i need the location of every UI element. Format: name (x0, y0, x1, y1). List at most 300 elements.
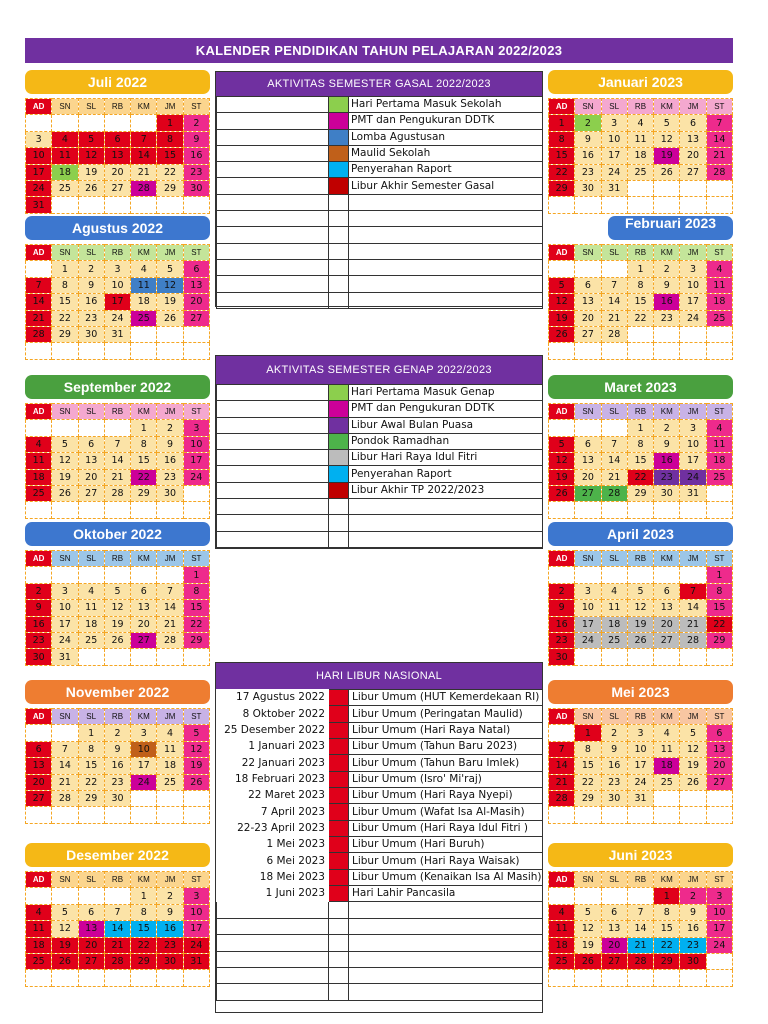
day-cell[interactable]: 28 (131, 180, 157, 196)
day-cell[interactable]: 15 (131, 921, 157, 937)
day-cell[interactable]: 2 (549, 583, 575, 599)
day-cell[interactable]: 7 (706, 115, 732, 131)
day-cell[interactable]: 10 (183, 904, 209, 920)
day-cell[interactable]: 1 (131, 420, 157, 436)
day-cell[interactable]: 18 (78, 616, 104, 632)
day-cell[interactable]: 10 (52, 600, 78, 616)
day-cell[interactable]: 2 (26, 583, 52, 599)
day-cell[interactable]: 11 (627, 131, 653, 147)
day-cell[interactable]: 7 (52, 741, 78, 757)
day-cell[interactable]: 25 (654, 774, 680, 790)
day-cell[interactable]: 3 (601, 115, 627, 131)
day-cell[interactable]: 13 (26, 758, 52, 774)
day-cell[interactable]: 10 (601, 131, 627, 147)
day-cell[interactable]: 23 (575, 164, 601, 180)
day-cell[interactable]: 23 (183, 164, 209, 180)
day-cell[interactable]: 22 (706, 616, 732, 632)
day-cell[interactable]: 16 (601, 758, 627, 774)
day-cell[interactable]: 6 (104, 131, 130, 147)
day-cell[interactable]: 13 (680, 131, 706, 147)
day-cell[interactable]: 16 (654, 453, 680, 469)
day-cell[interactable]: 17 (131, 758, 157, 774)
day-cell[interactable]: 11 (706, 277, 732, 293)
day-cell[interactable]: 26 (549, 485, 575, 501)
day-cell[interactable]: 6 (575, 436, 601, 452)
day-cell[interactable]: 9 (183, 131, 209, 147)
day-cell[interactable]: 16 (680, 921, 706, 937)
day-cell[interactable]: 14 (131, 148, 157, 164)
day-cell[interactable]: 5 (549, 436, 575, 452)
day-cell[interactable]: 19 (549, 310, 575, 326)
day-cell[interactable]: 10 (706, 904, 732, 920)
day-cell[interactable]: 14 (157, 600, 183, 616)
day-cell[interactable]: 28 (601, 326, 627, 342)
day-cell[interactable]: 28 (26, 326, 52, 342)
day-cell[interactable]: 12 (654, 131, 680, 147)
day-cell[interactable]: 20 (680, 148, 706, 164)
day-cell[interactable]: 21 (26, 310, 52, 326)
day-cell[interactable]: 15 (131, 453, 157, 469)
day-cell[interactable]: 4 (78, 583, 104, 599)
day-cell[interactable]: 19 (575, 937, 601, 953)
day-cell[interactable]: 23 (549, 632, 575, 648)
day-cell[interactable]: 11 (157, 741, 183, 757)
day-cell[interactable]: 21 (104, 937, 130, 953)
day-cell[interactable]: 12 (52, 453, 78, 469)
day-cell[interactable]: 2 (157, 420, 183, 436)
day-cell[interactable]: 8 (157, 131, 183, 147)
day-cell[interactable]: 25 (549, 953, 575, 969)
day-cell[interactable]: 4 (654, 725, 680, 741)
day-cell[interactable]: 4 (706, 420, 732, 436)
day-cell[interactable]: 30 (104, 790, 130, 806)
day-cell[interactable]: 30 (157, 953, 183, 969)
day-cell[interactable]: 20 (78, 469, 104, 485)
day-cell[interactable]: 15 (627, 294, 653, 310)
day-cell[interactable]: 27 (654, 632, 680, 648)
day-cell[interactable]: 25 (706, 469, 732, 485)
day-cell[interactable]: 25 (131, 310, 157, 326)
day-cell[interactable]: 27 (78, 485, 104, 501)
day-cell[interactable]: 9 (680, 904, 706, 920)
day-cell[interactable]: 26 (78, 180, 104, 196)
day-cell[interactable]: 20 (654, 616, 680, 632)
day-cell[interactable]: 24 (706, 937, 732, 953)
day-cell[interactable]: 2 (183, 115, 209, 131)
day-cell[interactable]: 10 (183, 436, 209, 452)
day-cell[interactable]: 4 (706, 261, 732, 277)
day-cell[interactable]: 25 (26, 485, 52, 501)
day-cell[interactable]: 9 (78, 277, 104, 293)
day-cell[interactable]: 18 (601, 616, 627, 632)
day-cell[interactable]: 21 (549, 774, 575, 790)
day-cell[interactable]: 28 (601, 485, 627, 501)
day-cell[interactable]: 28 (549, 790, 575, 806)
day-cell[interactable]: 5 (183, 725, 209, 741)
day-cell[interactable]: 4 (549, 904, 575, 920)
day-cell[interactable]: 12 (549, 453, 575, 469)
day-cell[interactable]: 8 (627, 436, 653, 452)
day-cell[interactable]: 31 (627, 790, 653, 806)
day-cell[interactable]: 18 (26, 937, 52, 953)
day-cell[interactable]: 17 (26, 164, 52, 180)
day-cell[interactable]: 22 (78, 774, 104, 790)
day-cell[interactable]: 12 (78, 148, 104, 164)
day-cell[interactable]: 26 (627, 632, 653, 648)
day-cell[interactable]: 20 (601, 937, 627, 953)
day-cell[interactable]: 8 (549, 131, 575, 147)
day-cell[interactable]: 8 (627, 277, 653, 293)
day-cell[interactable]: 21 (601, 469, 627, 485)
day-cell[interactable]: 18 (157, 758, 183, 774)
day-cell[interactable]: 22 (52, 310, 78, 326)
day-cell[interactable]: 5 (52, 436, 78, 452)
day-cell[interactable]: 4 (52, 131, 78, 147)
day-cell[interactable]: 1 (131, 888, 157, 904)
day-cell[interactable]: 7 (601, 436, 627, 452)
day-cell[interactable]: 17 (104, 294, 130, 310)
day-cell[interactable]: 3 (26, 131, 52, 147)
day-cell[interactable]: 11 (52, 148, 78, 164)
day-cell[interactable]: 26 (52, 953, 78, 969)
day-cell[interactable]: 14 (26, 294, 52, 310)
day-cell[interactable]: 20 (78, 937, 104, 953)
day-cell[interactable]: 29 (575, 790, 601, 806)
day-cell[interactable]: 9 (157, 904, 183, 920)
day-cell[interactable]: 8 (78, 741, 104, 757)
day-cell[interactable]: 13 (575, 294, 601, 310)
day-cell[interactable]: 30 (26, 649, 52, 665)
day-cell[interactable]: 3 (52, 583, 78, 599)
day-cell[interactable]: 27 (575, 326, 601, 342)
day-cell[interactable]: 31 (26, 197, 52, 213)
day-cell[interactable]: 1 (627, 420, 653, 436)
day-cell[interactable]: 15 (183, 600, 209, 616)
day-cell[interactable]: 9 (26, 600, 52, 616)
day-cell[interactable]: 9 (157, 436, 183, 452)
day-cell[interactable]: 27 (601, 953, 627, 969)
day-cell[interactable]: 2 (654, 261, 680, 277)
day-cell[interactable]: 23 (26, 632, 52, 648)
day-cell[interactable]: 9 (654, 277, 680, 293)
day-cell[interactable]: 28 (680, 632, 706, 648)
day-cell[interactable]: 26 (52, 485, 78, 501)
day-cell[interactable]: 29 (52, 326, 78, 342)
day-cell[interactable]: 6 (183, 261, 209, 277)
day-cell[interactable]: 11 (654, 741, 680, 757)
day-cell[interactable]: 2 (654, 420, 680, 436)
day-cell[interactable]: 28 (627, 953, 653, 969)
day-cell[interactable]: 3 (680, 261, 706, 277)
day-cell[interactable]: 25 (157, 774, 183, 790)
day-cell[interactable]: 3 (131, 725, 157, 741)
day-cell[interactable]: 21 (52, 774, 78, 790)
day-cell[interactable]: 5 (680, 725, 706, 741)
day-cell[interactable]: 19 (104, 616, 130, 632)
day-cell[interactable]: 23 (654, 310, 680, 326)
day-cell[interactable]: 21 (601, 310, 627, 326)
day-cell[interactable]: 10 (680, 277, 706, 293)
day-cell[interactable]: 5 (52, 904, 78, 920)
day-cell[interactable]: 23 (78, 310, 104, 326)
day-cell[interactable]: 28 (104, 485, 130, 501)
day-cell[interactable]: 24 (601, 164, 627, 180)
day-cell[interactable]: 3 (575, 583, 601, 599)
day-cell[interactable]: 21 (706, 148, 732, 164)
day-cell[interactable]: 5 (104, 583, 130, 599)
day-cell[interactable]: 13 (706, 741, 732, 757)
day-cell[interactable]: 9 (654, 436, 680, 452)
day-cell[interactable]: 12 (183, 741, 209, 757)
day-cell[interactable]: 16 (183, 148, 209, 164)
day-cell[interactable]: 10 (680, 436, 706, 452)
day-cell[interactable]: 22 (575, 774, 601, 790)
day-cell[interactable]: 29 (131, 953, 157, 969)
day-cell[interactable]: 13 (575, 453, 601, 469)
day-cell[interactable]: 11 (549, 921, 575, 937)
day-cell[interactable]: 27 (26, 790, 52, 806)
day-cell[interactable]: 9 (104, 741, 130, 757)
day-cell[interactable]: 13 (78, 921, 104, 937)
day-cell[interactable]: 16 (157, 921, 183, 937)
day-cell[interactable]: 8 (131, 904, 157, 920)
day-cell[interactable]: 1 (157, 115, 183, 131)
day-cell[interactable]: 22 (157, 164, 183, 180)
day-cell[interactable]: 4 (627, 115, 653, 131)
day-cell[interactable]: 1 (549, 115, 575, 131)
day-cell[interactable]: 16 (654, 294, 680, 310)
day-cell[interactable]: 31 (183, 953, 209, 969)
day-cell[interactable]: 19 (78, 164, 104, 180)
day-cell[interactable]: 23 (104, 774, 130, 790)
day-cell[interactable]: 5 (654, 115, 680, 131)
day-cell[interactable]: 22 (627, 310, 653, 326)
day-cell[interactable]: 22 (654, 937, 680, 953)
day-cell[interactable]: 21 (627, 937, 653, 953)
day-cell[interactable]: 3 (680, 420, 706, 436)
day-cell[interactable]: 31 (680, 485, 706, 501)
day-cell[interactable]: 7 (680, 583, 706, 599)
day-cell[interactable]: 6 (78, 436, 104, 452)
day-cell[interactable]: 5 (78, 131, 104, 147)
day-cell[interactable]: 8 (706, 583, 732, 599)
day-cell[interactable]: 31 (104, 326, 130, 342)
day-cell[interactable]: 23 (654, 469, 680, 485)
day-cell[interactable]: 16 (104, 758, 130, 774)
day-cell[interactable]: 17 (706, 921, 732, 937)
day-cell[interactable]: 2 (575, 115, 601, 131)
day-cell[interactable]: 28 (52, 790, 78, 806)
day-cell[interactable]: 19 (52, 937, 78, 953)
day-cell[interactable]: 29 (78, 790, 104, 806)
day-cell[interactable]: 15 (549, 148, 575, 164)
day-cell[interactable]: 29 (183, 632, 209, 648)
day-cell[interactable]: 5 (549, 277, 575, 293)
day-cell[interactable]: 6 (706, 725, 732, 741)
day-cell[interactable]: 22 (549, 164, 575, 180)
day-cell[interactable]: 30 (78, 326, 104, 342)
day-cell[interactable]: 23 (157, 469, 183, 485)
day-cell[interactable]: 29 (131, 485, 157, 501)
day-cell[interactable]: 27 (706, 774, 732, 790)
day-cell[interactable]: 10 (26, 148, 52, 164)
day-cell[interactable]: 12 (627, 600, 653, 616)
day-cell[interactable]: 24 (104, 310, 130, 326)
day-cell[interactable]: 13 (654, 600, 680, 616)
day-cell[interactable]: 7 (104, 436, 130, 452)
day-cell[interactable]: 17 (680, 294, 706, 310)
day-cell[interactable]: 14 (52, 758, 78, 774)
day-cell[interactable]: 20 (104, 164, 130, 180)
day-cell[interactable]: 25 (52, 180, 78, 196)
day-cell[interactable]: 6 (680, 115, 706, 131)
day-cell[interactable]: 16 (157, 453, 183, 469)
day-cell[interactable]: 4 (131, 261, 157, 277)
day-cell[interactable]: 26 (654, 164, 680, 180)
day-cell[interactable]: 15 (157, 148, 183, 164)
day-cell[interactable]: 8 (654, 904, 680, 920)
day-cell[interactable]: 14 (601, 294, 627, 310)
day-cell[interactable]: 2 (78, 261, 104, 277)
day-cell[interactable]: 22 (183, 616, 209, 632)
day-cell[interactable]: 15 (706, 600, 732, 616)
day-cell[interactable]: 30 (680, 953, 706, 969)
day-cell[interactable]: 25 (601, 632, 627, 648)
day-cell[interactable]: 29 (549, 180, 575, 196)
day-cell[interactable]: 17 (183, 921, 209, 937)
day-cell[interactable]: 3 (183, 888, 209, 904)
day-cell[interactable]: 13 (78, 453, 104, 469)
day-cell[interactable]: 15 (575, 758, 601, 774)
day-cell[interactable]: 7 (26, 277, 52, 293)
day-cell[interactable]: 6 (654, 583, 680, 599)
day-cell[interactable]: 10 (575, 600, 601, 616)
day-cell[interactable]: 30 (654, 485, 680, 501)
day-cell[interactable]: 24 (627, 774, 653, 790)
day-cell[interactable]: 11 (601, 600, 627, 616)
day-cell[interactable]: 21 (104, 469, 130, 485)
day-cell[interactable]: 18 (654, 758, 680, 774)
day-cell[interactable]: 11 (131, 277, 157, 293)
day-cell[interactable]: 30 (549, 649, 575, 665)
day-cell[interactable]: 30 (601, 790, 627, 806)
day-cell[interactable]: 7 (627, 904, 653, 920)
day-cell[interactable]: 9 (549, 600, 575, 616)
day-cell[interactable]: 30 (157, 485, 183, 501)
day-cell[interactable]: 6 (26, 741, 52, 757)
day-cell[interactable]: 10 (627, 741, 653, 757)
day-cell[interactable]: 17 (575, 616, 601, 632)
day-cell[interactable]: 6 (601, 904, 627, 920)
day-cell[interactable]: 28 (157, 632, 183, 648)
day-cell[interactable]: 17 (627, 758, 653, 774)
day-cell[interactable]: 14 (104, 453, 130, 469)
day-cell[interactable]: 12 (52, 921, 78, 937)
day-cell[interactable]: 22 (131, 469, 157, 485)
day-cell[interactable]: 8 (575, 741, 601, 757)
day-cell[interactable]: 2 (601, 725, 627, 741)
day-cell[interactable]: 27 (131, 632, 157, 648)
day-cell[interactable]: 25 (78, 632, 104, 648)
day-cell[interactable]: 14 (549, 758, 575, 774)
day-cell[interactable]: 12 (157, 277, 183, 293)
day-cell[interactable]: 26 (104, 632, 130, 648)
day-cell[interactable]: 27 (183, 310, 209, 326)
day-cell[interactable]: 19 (680, 758, 706, 774)
day-cell[interactable]: 10 (131, 741, 157, 757)
day-cell[interactable]: 27 (680, 164, 706, 180)
day-cell[interactable]: 2 (157, 888, 183, 904)
day-cell[interactable]: 29 (627, 485, 653, 501)
day-cell[interactable]: 20 (183, 294, 209, 310)
day-cell[interactable]: 2 (104, 725, 130, 741)
day-cell[interactable]: 2 (680, 888, 706, 904)
day-cell[interactable]: 12 (680, 741, 706, 757)
day-cell[interactable]: 13 (131, 600, 157, 616)
day-cell[interactable]: 11 (706, 436, 732, 452)
day-cell[interactable]: 19 (654, 148, 680, 164)
day-cell[interactable]: 15 (627, 453, 653, 469)
day-cell[interactable]: 31 (601, 180, 627, 196)
day-cell[interactable]: 1 (183, 567, 209, 583)
day-cell[interactable]: 26 (157, 310, 183, 326)
day-cell[interactable]: 13 (601, 921, 627, 937)
day-cell[interactable]: 28 (104, 953, 130, 969)
day-cell[interactable]: 15 (52, 294, 78, 310)
day-cell[interactable]: 27 (575, 485, 601, 501)
day-cell[interactable]: 29 (654, 953, 680, 969)
day-cell[interactable]: 20 (26, 774, 52, 790)
day-cell[interactable]: 24 (680, 310, 706, 326)
day-cell[interactable]: 6 (575, 277, 601, 293)
day-cell[interactable]: 21 (131, 164, 157, 180)
day-cell[interactable]: 4 (157, 725, 183, 741)
day-cell[interactable]: 25 (627, 164, 653, 180)
day-cell[interactable]: 14 (104, 921, 130, 937)
day-cell[interactable]: 24 (183, 937, 209, 953)
day-cell[interactable]: 13 (104, 148, 130, 164)
day-cell[interactable]: 1 (706, 567, 732, 583)
day-cell[interactable]: 1 (575, 725, 601, 741)
day-cell[interactable]: 16 (26, 616, 52, 632)
day-cell[interactable]: 14 (601, 453, 627, 469)
day-cell[interactable]: 1 (627, 261, 653, 277)
day-cell[interactable]: 4 (26, 904, 52, 920)
day-cell[interactable]: 24 (680, 469, 706, 485)
day-cell[interactable]: 18 (26, 469, 52, 485)
day-cell[interactable]: 3 (627, 725, 653, 741)
day-cell[interactable]: 5 (627, 583, 653, 599)
day-cell[interactable]: 15 (78, 758, 104, 774)
day-cell[interactable]: 20 (575, 469, 601, 485)
day-cell[interactable]: 19 (52, 469, 78, 485)
day-cell[interactable]: 4 (26, 436, 52, 452)
day-cell[interactable]: 1 (78, 725, 104, 741)
day-cell[interactable]: 18 (549, 937, 575, 953)
day-cell[interactable]: 14 (680, 600, 706, 616)
day-cell[interactable]: 19 (183, 758, 209, 774)
day-cell[interactable]: 19 (157, 294, 183, 310)
day-cell[interactable]: 7 (601, 277, 627, 293)
day-cell[interactable]: 30 (575, 180, 601, 196)
day-cell[interactable]: 11 (26, 921, 52, 937)
day-cell[interactable]: 23 (680, 937, 706, 953)
day-cell[interactable]: 26 (549, 326, 575, 342)
day-cell[interactable]: 6 (131, 583, 157, 599)
day-cell[interactable]: 23 (157, 937, 183, 953)
day-cell[interactable]: 9 (601, 741, 627, 757)
day-cell[interactable]: 8 (183, 583, 209, 599)
